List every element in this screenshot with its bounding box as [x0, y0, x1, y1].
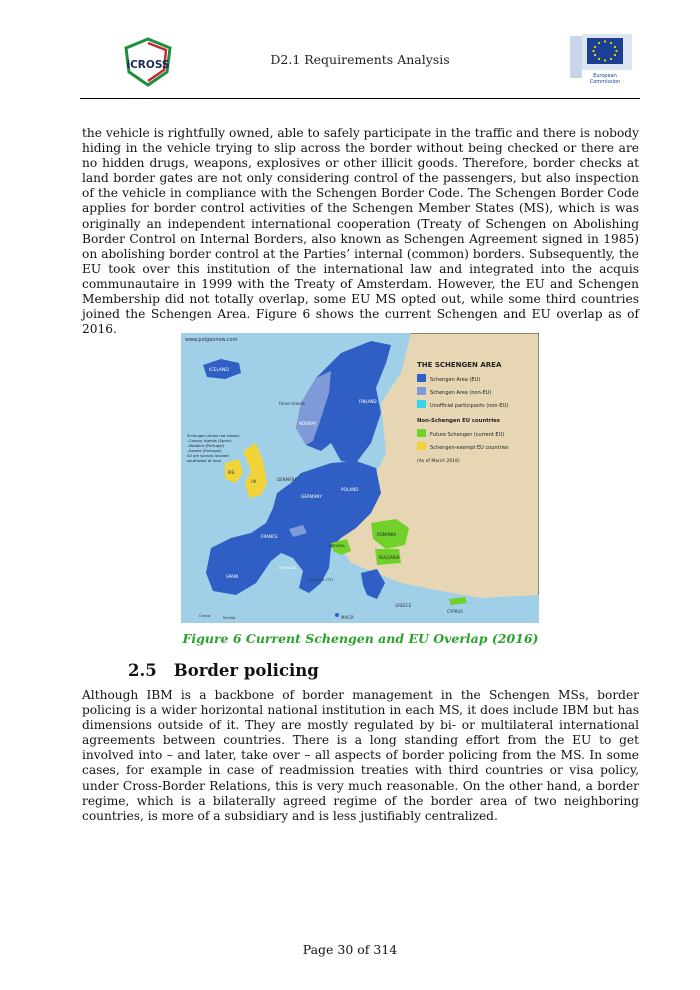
label-croatia: CROATIA	[329, 544, 345, 548]
legend-subtitle: Non-Schengen EU countries	[417, 418, 500, 424]
label-malta: MALTA	[341, 615, 354, 620]
ec-logo-text-1: European	[593, 73, 617, 79]
ec-logo-text-2: Commission	[589, 79, 621, 85]
legend-item: Future Schengen (current EU)	[430, 432, 505, 438]
note-line: Schengen zones not shown:	[187, 433, 241, 438]
label-denmark: DENMARK	[277, 477, 298, 482]
note-line: –Azores (Portugal)	[187, 448, 222, 453]
body-paragraph-intro: the vehicle is rightfully owned, able to safely participate in the traffic and there is nobody hiding in the vehicle trying to slip across the border without being checked or there are no hidden drugs, weapons, explosives or other illicit goods. Therefore, border checks at land border gates are not only considering control of the passengers, but also inspection of the vehicle in compliance with the Schengen Border Code. The Schengen Border Code applies for border control activities of the Schengen Member States (MS), which is was originally an independent international cooperation (Treaty of Schengen on Abolishing Border Control on Internal Borders, also known as Schengen Agreement signed in 1985) on abolishing border control at the Parties’ internal (common) borders. Subsequently, the EU took over this institution of the international law and integrated into the acquis communautaire in 1999 with the Treaty of Amsterdam. However, the EU and Schengen Membership did not totally overlap, some EU MS opted out, while some third countries joined the Schengen Area. Figure 6 shows the current Schengen and EU overlap as of 2016.	[82, 126, 639, 337]
label-uk: UK	[251, 479, 257, 484]
label-cyprus: CYPRUS	[447, 609, 463, 614]
legend-title: THE SCHENGEN AREA	[417, 361, 502, 369]
figure-caption: Figure 6 Current Schengen and EU Overlap (2016)	[182, 631, 539, 646]
label-spain: SPAIN	[226, 574, 239, 579]
legend-item: Schengen Area (EU)	[430, 377, 481, 383]
label-ceuta: Ceuta	[199, 613, 211, 618]
legend-swatch	[417, 374, 426, 382]
note-line: –Madeira (Portugal)	[187, 443, 225, 448]
label-bulgaria: BULGARIA	[379, 555, 400, 560]
schengen-map-figure	[181, 333, 539, 623]
page-header	[80, 28, 640, 98]
label-melilla: Melilla	[223, 615, 236, 620]
european-commission-logo	[568, 32, 640, 88]
legend-swatch	[417, 387, 426, 395]
label-vatican: VATICAN CITY	[309, 578, 334, 582]
label-ireland: IRE.	[228, 470, 236, 475]
header-divider	[80, 98, 640, 99]
note-line: All are islands located	[187, 453, 229, 458]
legend-swatch	[417, 442, 426, 450]
section-number: 2.5	[128, 661, 157, 680]
section-title: Border policing	[173, 661, 319, 680]
document-title: D2.1 Requirements Analysis	[270, 52, 450, 67]
label-greece: GREECE	[395, 603, 412, 608]
legend-swatch	[417, 400, 426, 408]
note-line: –Canary Islands (Spain)	[187, 438, 232, 443]
malta-shape	[335, 613, 339, 617]
label-norway: NORWAY	[299, 421, 317, 426]
label-france: FRANCE	[261, 534, 278, 539]
note-line: southwest of map	[187, 458, 222, 463]
legend-swatch	[417, 429, 426, 437]
legend-date: (As of March 2016)	[417, 459, 460, 464]
label-poland: POLAND	[341, 487, 359, 492]
body-paragraph-policing: Although IBM is a backbone of border management in the Schengen MSs, border policing is a wider horizontal national institution in each MS, it does include IBM but has dimensions outside of it. They are mostly regulated by bi- or multilateral international agreements between countries. There is a long standing effort from the EU to get involved into – and later, take over – all aspects of border policing from the MS. In some cases, for example in case of readmission treaties with third countries or visa policy, under Cross-Border Relations, this is very much reasonable. On the other hand, a border regime, which is a bilaterally agreed regime of the border area of two neighboring countries, is more of a subsidiary and is less justifiably centralized.	[82, 688, 639, 823]
legend-item: Schengen Area (non-EU)	[430, 390, 492, 396]
schengen-map	[181, 333, 539, 623]
label-iceland: ICELAND	[209, 368, 229, 373]
legend-item: Schengen-exempt EU countries	[430, 445, 509, 451]
map-source: www.polgeonow.com	[185, 337, 238, 343]
label-romania: ROMANIA	[377, 532, 397, 537]
icross-logo-text: iCROSS	[126, 59, 170, 71]
label-finland: FINLAND	[359, 399, 377, 404]
page-number: Page 30 of 314	[302, 942, 398, 957]
label-monaco: MONACO	[279, 565, 297, 570]
label-faroe: Faroe Islands	[279, 401, 306, 406]
label-germany: GERMANY	[301, 494, 322, 499]
legend-item: Unofficial participants (non-EU)	[430, 403, 509, 409]
section-heading	[128, 661, 319, 680]
